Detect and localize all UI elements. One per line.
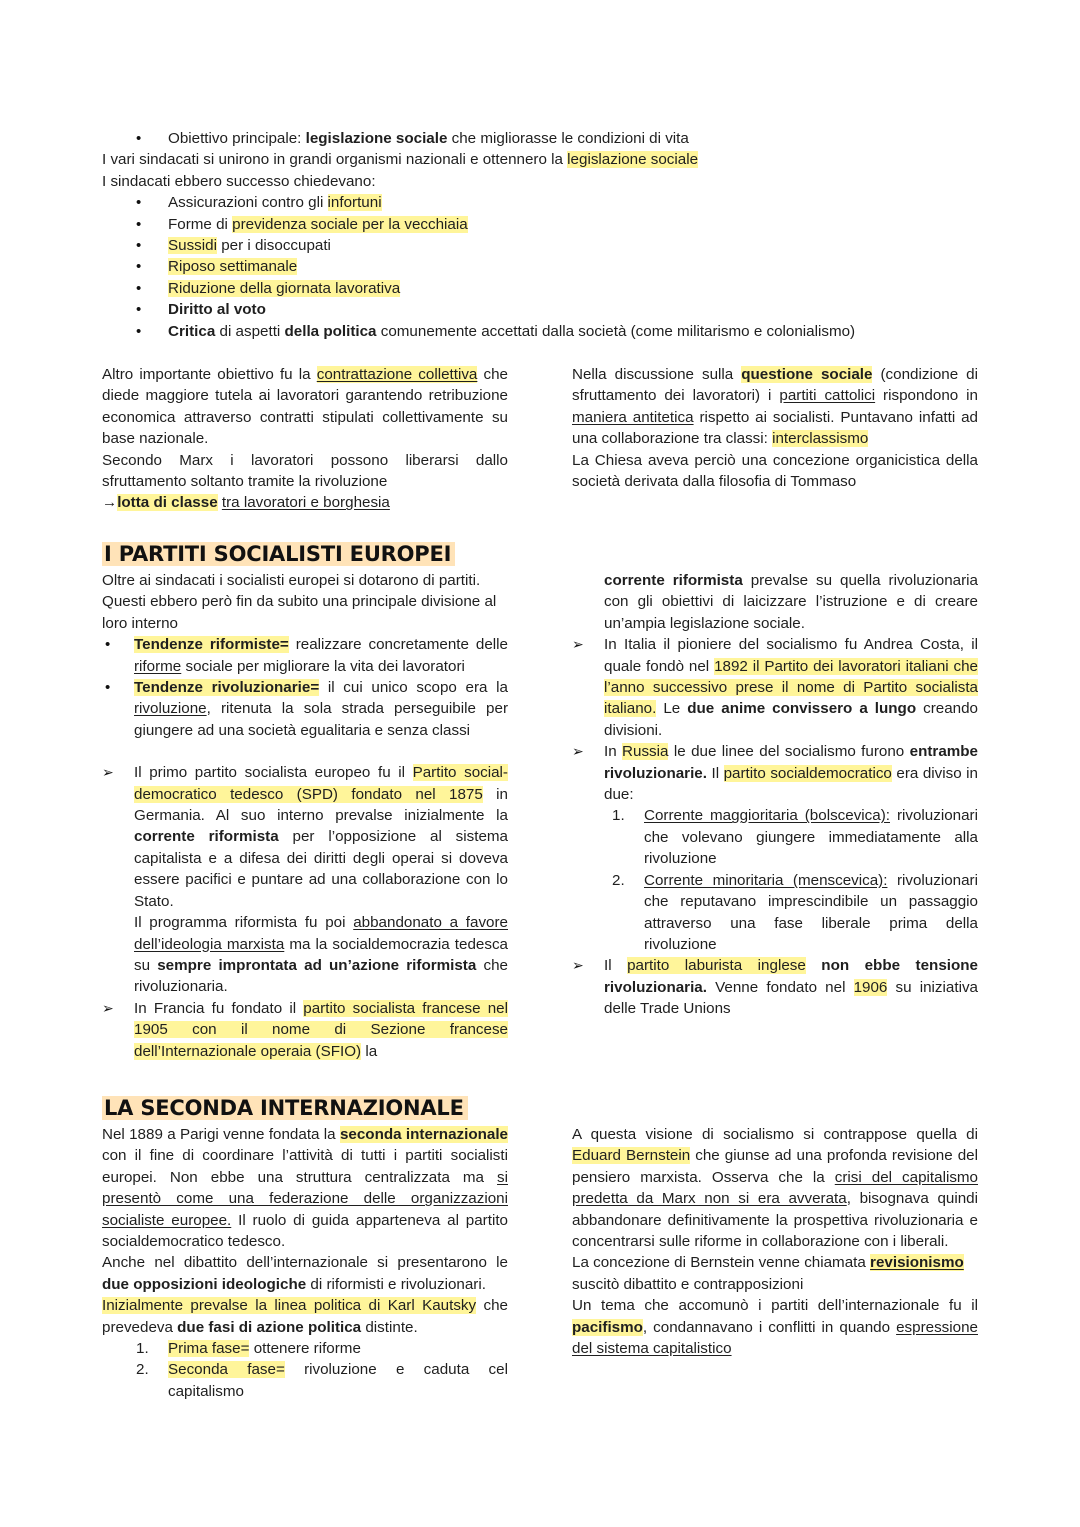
russia-currents-list	[604, 805, 978, 955]
collective-bargaining-block: Altro importante obiettivo fu la contrattazione collettiva che diede maggiore tutela ai lavoratori garantendo retribuzione economica attraverso contratti stipulati collettivamente su base nazionale. Secondo Marx i lavoratori possono liberarsi dallo sfruttamento soltanto tramite la rivoluzione →lotta di classe tra lavoratori e borghesia	[102, 366, 508, 512]
section-heading-internazionale: LA SECONDA INTERNAZIONALE	[102, 1093, 468, 1123]
countries-list-left	[102, 762, 508, 1062]
list-item: ➢ Il primo partito socialista europeo fu il Partito social-democratico tedesco (SPD) fondato nel 1875 in Germania. Al suo interno prevalse inizialmente la corrente riformista per l’opposizione al sistema capitalista e a difesa dei diritti degli operai si doveva essere pacifici e puntare ad una collaborazione con lo Stato. Il programma riformista fu poi abbandonato a favore dell’ideologia marxista ma la socialdemocrazia tedesca su sempre improntata ad un’azione riformista che rivoluzionaria.	[102, 762, 508, 997]
phases-list	[102, 1338, 508, 1402]
section-heading-partiti: I PARTITI SOCIALISTI EUROPEI	[102, 539, 455, 569]
partiti-left-column: Oltre ai sindacati i socialisti europei si dotarono di partiti. Questi ebbero però fin da subito una principale divisione al loro interno • Tendenze riformiste= realizzare concretamente delle riforme sociale per migliorare la vita dei lavoratori • Tendenze rivoluzionarie= il cui unico scopo era la rivoluzione, ritenuta la sola strada perseguibile per giungere ad una società egualitaria e senza classi ➢ Il primo partito socialista europeo fu il Partito social-democratico tedesco (SPD) fondato nel 1875 in Germania. Al suo interno prevalse inizialmente la corrente riformista per l’opposizione al sistema capitalista e a difesa dei diritti degli operai si doveva essere pacifici e puntare ad una collaborazione con lo Stato. Il programma riformista fu poi abbandonato a favore dell’ideologia marxista ma la socialdemocrazia tedesca su sempre improntata ad un’azione riformista che rivoluzionaria. ➢ In Francia fu fondato il partito socialista francese nel 1905 con il nome di Sezione francese dell’Internazionale operaia (SFIO) la	[102, 570, 508, 1062]
demands-list	[102, 192, 982, 342]
list-item: • Riduzione della giornata lavorativa	[102, 278, 982, 299]
unions-line: I vari sindacati si unirono in grandi organismi nazionali e ottennero la legislazione sociale	[102, 151, 699, 169]
social-question-block: Nella discussione sulla questione sociale (condizione di sfruttamento dei lavoratori) i partiti cattolici rispondono in maniera antitetica rispetto ai socialisti. Puntavano infatti ad una collaborazione tra classi: interclassismo La Chiesa aveva perciò una concezione organicistica della società derivata dalla filosofia di Tommaso	[572, 366, 978, 491]
list-item: 1. Corrente maggioritaria (bolscevica): rivoluzionari che volevano giungere immediatamente alla rivoluzione	[612, 807, 978, 868]
list-item: 1. Prima fase= ottenere riforme	[136, 1340, 361, 1358]
list-item: • Tendenze riformiste= realizzare concretamente delle riforme sociale per migliorare la vita dei lavoratori	[102, 634, 508, 677]
list-item: • Diritto al voto	[102, 299, 982, 320]
list-item: ➢ Il partito laburista inglese non ebbe tensione rivoluzionaria. Venne fondato nel 1906 su iniziativa delle Trade Unions	[572, 955, 978, 1019]
list-item: ➢ In Francia fu fondato il partito socialista francese nel 1905 con il nome di Sezione francese dell’Internazionale operaia (SFIO) la	[102, 998, 508, 1062]
intro-block	[102, 128, 982, 342]
list-item: ➢ In Russia le due linee del socialismo furono entrambe rivoluzionarie. Il partito socialdemocratico era diviso in due: 1. Corrente maggioritaria (bolscevica): rivoluzionari che volevano giungere immediatamente alla rivoluzione 2. Corrente minoritaria (menscevica): rivoluzionari che reputavano imprescindibile un passaggio attraverso una fase liberale prima della rivoluzione	[572, 741, 978, 955]
list-item: • Tendenze rivoluzionarie= il cui unico scopo era la rivoluzione, ritenuta la sola strada perseguibile per giungere ad una società egualitaria e senza classi	[102, 677, 508, 741]
list-item: 2. Seconda fase= rivoluzione e caduta cel capitalismo	[136, 1361, 508, 1400]
list-item: • Assicurazioni contro gli infortuni	[102, 192, 982, 213]
objective-item: • Obiettivo principale: legislazione sociale che migliorasse le condizioni di vita	[102, 128, 982, 149]
success-line: I sindacati ebbero successo chiedevano:	[102, 172, 376, 190]
list-item: • Critica di aspetti della politica comunemente accettati dalla società (come militarismo e colonialismo)	[102, 321, 982, 342]
countries-list-right	[572, 634, 978, 1019]
list-item: ➢ In Italia il pioniere del socialismo fu Andrea Costa, il quale fondò nel 1892 il Partito dei lavoratori italiani che l’anno successivo prese il nome di Partito socialista italiano. Le due anime convissero a lungo creando divisioni.	[572, 634, 978, 741]
list-item: • Forme di previdenza sociale per la vecchiaia	[102, 214, 982, 235]
list-item: • Riposo settimanale	[102, 256, 982, 277]
partiti-right-column: corrente riformista prevalse su quella rivoluzionaria con gli obiettivi di laicizzare l’istruzione e di creare un’ampia legislazione sociale. ➢ In Italia il pioniere del socialismo fu Andrea Costa, il quale fondò nel 1892 il Partito dei lavoratori italiani che l’anno successivo prese il nome di Partito socialista italiano. Le due anime convissero a lungo creando divisioni. ➢ In Russia le due linee del socialismo furono entrambe rivoluzionarie. Il partito socialdemocratico era diviso in due: 1. Corrente maggioritaria (bolscevica): rivoluzionari che volevano giungere immediatamente alla rivoluzione 2. Corrente minoritaria (menscevica): rivoluzionari che reputavano imprescindibile un passaggio attraverso una fase liberale prima della rivoluzione ➢ Il partito laburista inglese non ebbe tensione rivoluzionaria. Venne fondato nel 1906 su iniziativa delle Trade Unions	[572, 570, 978, 1020]
list-item: • Sussidi per i disoccupati	[102, 235, 982, 256]
internazionale-left-column: Nel 1889 a Parigi venne fondata la seconda internazionale con il fine di coordinare l’attività di tutti i partiti socialisti europei. Non ebbe una struttura centralizzata ma si presentò come una federazione delle organizzazioni socialiste europee. Il ruolo di guida apparteneva al partito socialdemocratico tedesco. Anche nel dibattito dell’internazionale si presentarono le due opposizioni ideologiche di riformisti e rivoluzionari. Inizialmente prevalse la linea politica di Karl Kautsky che prevedeva due fasi di azione politica distinte. 1. Prima fase= ottenere riforme 2. Seconda fase= rivoluzione e caduta cel capitalismo	[102, 1124, 508, 1402]
internazionale-right-column: A questa visione di socialismo si contrappose quella di Eduard Bernstein che giunse ad una profonda revisione del pensiero marxista. Osserva che la crisi del capitalismo predetta da Marx non si era avverata, bisognava quindi abbandonare definitivamente la prospettiva rivoluzionaria e concentrarsi sulle riforme in collaborazione con i liberali. La concezione di Bernstein venne chiamata revisionismo suscitò dibattito e contrapposizioni Un tema che accomunò i partiti dell’internazionale fu il pacifismo, condannavano i conflitti in quando espressione del sistema capitalistico	[572, 1126, 979, 1358]
tendencies-list	[102, 634, 508, 741]
list-item: 2. Corrente minoritaria (menscevica): rivoluzionari che reputavano imprescindibile un passaggio attraverso una fase liberale prima della rivoluzione	[612, 871, 978, 953]
